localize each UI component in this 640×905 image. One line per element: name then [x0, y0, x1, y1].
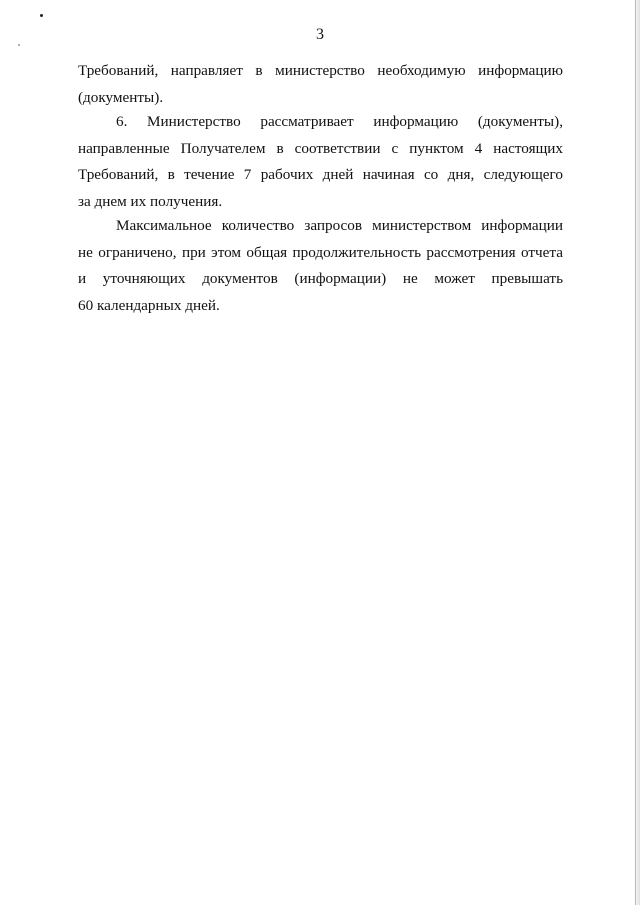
page-edge-line — [635, 0, 636, 905]
paragraph-line: 6. Министерство рассматривает информацию (документы), — [116, 113, 563, 130]
paragraph-line: и уточняющих документов (информации) не может превышать — [78, 270, 563, 287]
paragraph-line: Требований, направляет в министерство необходимую информацию — [78, 62, 563, 79]
paragraph-line: 60 календарных дней. — [78, 296, 220, 314]
paragraph-2 — [78, 109, 563, 215]
paragraph-line: за днем их получения. — [78, 192, 223, 210]
paragraph-1 — [78, 58, 563, 111]
scan-speck — [18, 44, 20, 46]
paragraph-line: направленные Получателем в соответствии с пунктом 4 настоящих — [78, 139, 563, 157]
paragraph-line: (документы). — [78, 88, 164, 106]
scan-speck — [40, 14, 43, 17]
paragraph-line: Максимальное количество запросов министерством информации — [116, 217, 563, 234]
page-number: 3 — [316, 26, 324, 43]
paragraph-line: не ограничено, при этом общая продолжительность рассмотрения отчета — [78, 243, 563, 261]
paragraph-3 — [78, 213, 563, 319]
paragraph-line: Требований, в течение 7 рабочих дней начиная со дня, следующего — [78, 166, 563, 183]
